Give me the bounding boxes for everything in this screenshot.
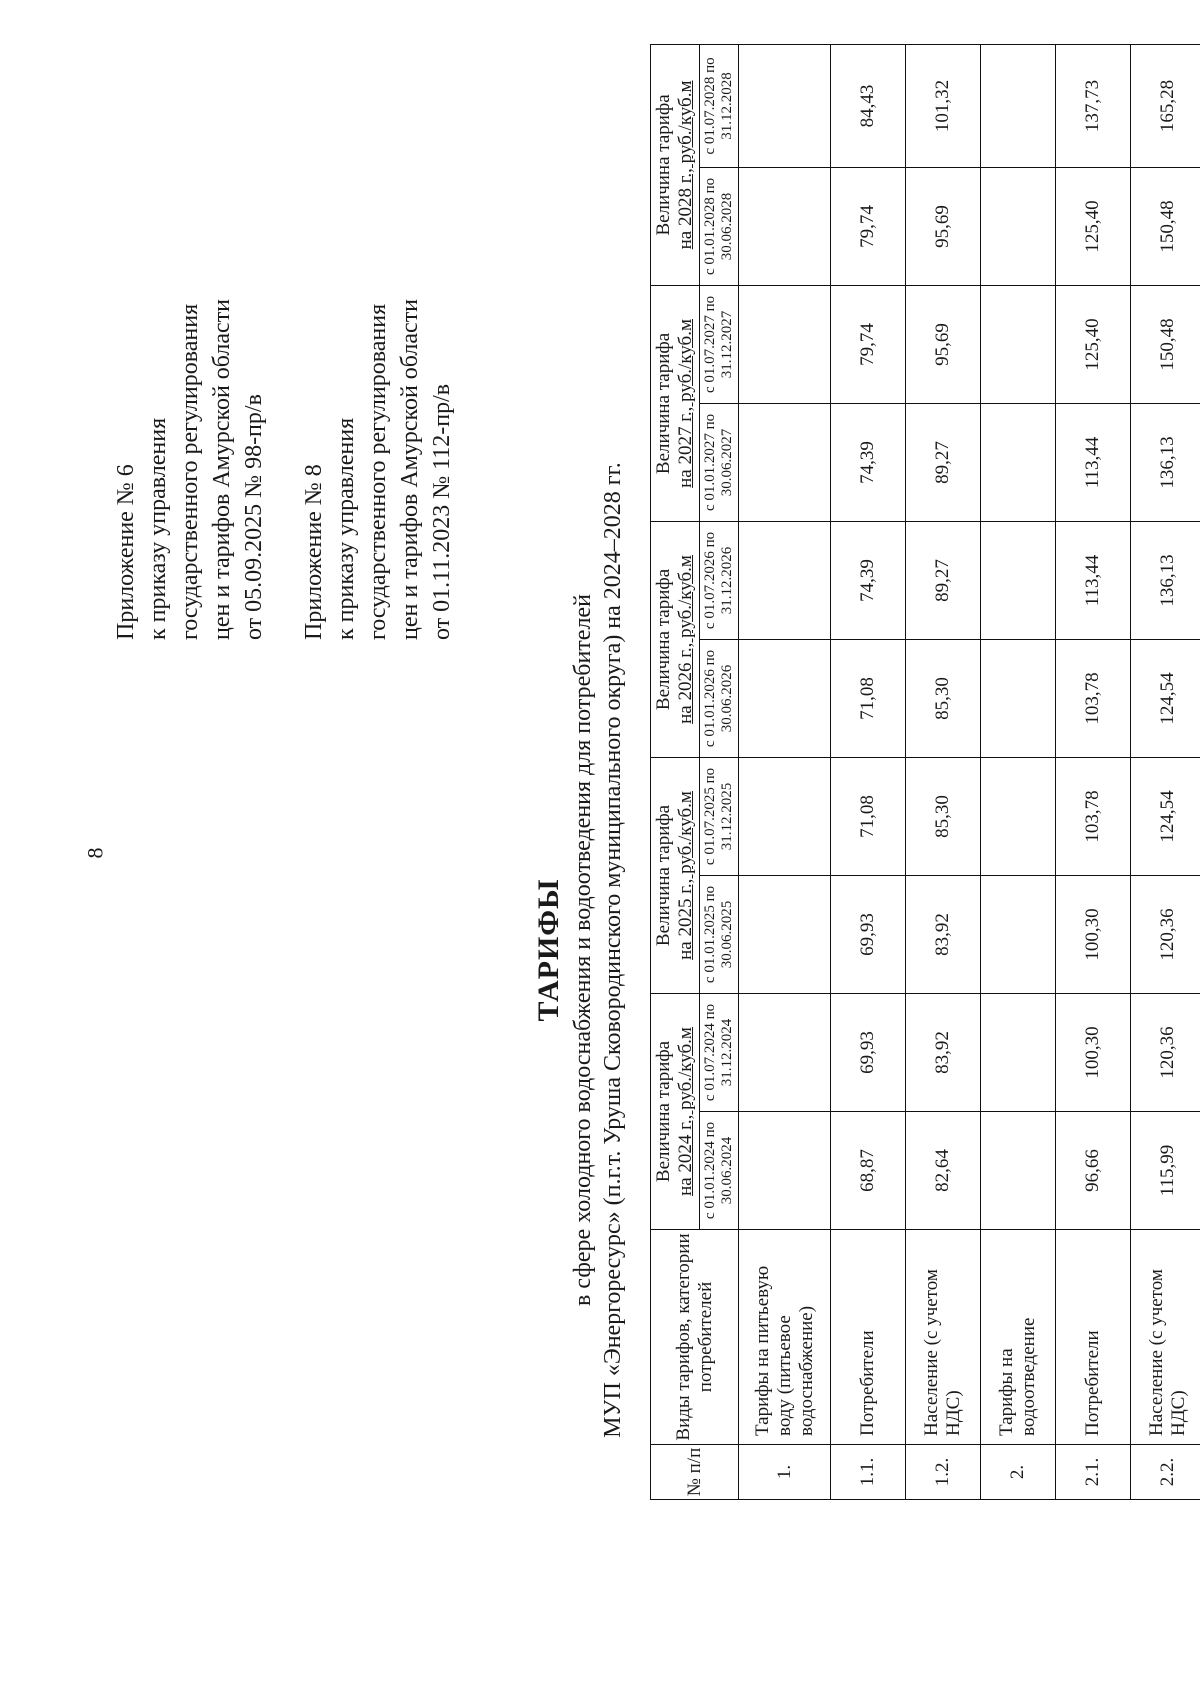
page-number: 8 [82,847,108,859]
tariff-value-cell [739,757,831,875]
tariff-value-cell: 100,30 [1056,875,1131,993]
tariff-value-cell: 96,66 [1056,1112,1131,1230]
year-header-2024 [651,993,700,1229]
tariff-value-cell: 83,92 [906,875,981,993]
row-number: 2.2. [1131,1445,1200,1500]
table-row [831,44,906,1499]
year-header-line: Величина тарифа [653,332,674,475]
row-number: 1.2. [906,1445,981,1500]
tariff-value-cell: 125,40 [1056,285,1131,403]
row-number: 1.1. [831,1445,906,1500]
tariff-value-cell: 113,44 [1056,403,1131,521]
tariff-value-cell: 69,93 [831,993,906,1111]
tariff-value-cell [981,521,1056,639]
tariff-value-cell: 101,32 [906,44,981,167]
header-row-years [651,44,700,1499]
appendix-line: цен и тарифов Амурской области [397,298,423,640]
tariff-value-cell [981,993,1056,1111]
year-header-2028 [651,44,700,285]
tariff-value-cell [981,285,1056,403]
tariff-value-cell [739,44,831,167]
appendix-8-header [298,299,458,640]
tariff-value-cell: 124,54 [1131,757,1200,875]
tariff-value-cell [739,1112,831,1230]
rotated-page-content [0,40,1189,1640]
tariff-value-cell [981,44,1056,167]
col-kind-header: Виды тарифов, категории потребителей [651,1230,739,1445]
row-category: Население (с учетом НДС) [1131,1230,1200,1445]
table-row [981,44,1056,1499]
tariff-value-cell: 125,40 [1056,167,1131,285]
tariff-table [650,44,1200,1500]
row-category: Тарифы на питьевую воду (питьевое водоснабжение) [739,1230,831,1445]
document-title: ТАРИФЫ [532,878,565,1022]
table-row [739,44,831,1499]
year-header-line: на 2028 г., руб./куб.м [675,80,696,250]
tariff-value-cell: 95,69 [906,167,981,285]
year-header-line: на 2025 г., руб./куб.м [675,791,696,960]
tariff-value-cell [981,875,1056,993]
table-row [906,44,981,1499]
appendix-line: государственного регулирования [365,303,391,640]
tariff-value-cell: 124,54 [1131,639,1200,757]
period-header: с 01.07.2028 по 31.12.2028 [700,44,739,167]
year-header-2025 [651,757,700,993]
tariff-value-cell: 100,30 [1056,993,1131,1111]
period-header: с 01.07.2026 по 31.12.2026 [700,521,739,639]
year-header-line: Величина тарифа [653,804,674,947]
tariff-value-cell: 95,69 [906,285,981,403]
document-subtitle: в сфере холодного водоснабжения и водоотведения для потребителей [570,594,596,1306]
tariff-value-cell [739,521,831,639]
tariff-value-cell: 79,74 [831,285,906,403]
appendix-line: государственного регулирования [177,303,203,640]
tariff-value-cell: 85,30 [906,757,981,875]
appendix-line: Приложение № 8 [301,464,327,640]
tariff-value-cell [739,875,831,993]
tariff-value-cell [981,167,1056,285]
tariff-value-cell: 71,08 [831,639,906,757]
tariff-value-cell: 120,36 [1131,875,1200,993]
period-header: с 01.01.2025 по 30.06.2025 [700,875,739,993]
tariff-value-cell: 150,48 [1131,167,1200,285]
tariff-value-cell: 89,27 [906,521,981,639]
tariff-value-cell: 79,74 [831,167,906,285]
row-category: Население (с учетом НДС) [906,1230,981,1445]
tariff-value-cell: 85,30 [906,639,981,757]
tariff-value-cell: 136,13 [1131,521,1200,639]
row-number: 2. [981,1445,1056,1500]
period-header: с 01.07.2027 по 31.12.2027 [700,285,739,403]
year-header-line: Величина тарифа [653,568,674,711]
appendix-line: Приложение № 6 [113,464,139,640]
table-row [1056,44,1131,1499]
tariff-value-cell: 74,39 [831,521,906,639]
tariff-value-cell: 120,36 [1131,993,1200,1111]
tariff-value-cell: 83,92 [906,993,981,1111]
tariff-value-cell: 103,78 [1056,639,1131,757]
year-header-line: Величина тарифа [653,94,674,236]
period-header: с 01.07.2025 по 31.12.2025 [700,757,739,875]
tariff-value-cell [981,403,1056,521]
row-number: 1. [739,1445,831,1500]
row-category: Потребители [831,1230,906,1445]
tariff-value-cell: 82,64 [906,1112,981,1230]
tariff-value-cell: 103,78 [1056,757,1131,875]
appendix-6-header [110,299,270,640]
tariff-value-cell: 68,87 [831,1112,906,1230]
period-header: с 01.01.2026 по 30.06.2026 [700,639,739,757]
tariff-value-cell [739,993,831,1111]
table-row [1131,44,1200,1499]
row-number: 2.1. [1056,1445,1131,1500]
tariff-value-cell: 89,27 [906,403,981,521]
appendix-line: к приказу управления [333,417,359,640]
year-header-line: на 2027 г., руб./куб.м [675,319,696,488]
tariff-value-cell [981,1112,1056,1230]
document-title-block [530,450,628,1450]
period-header: с 01.07.2024 по 31.12.2024 [700,993,739,1111]
col-num-header: № п/п [651,1445,739,1500]
appendix-line: цен и тарифов Амурской области [209,298,235,640]
tariff-value-cell [981,757,1056,875]
tariff-value-cell: 69,93 [831,875,906,993]
period-header: с 01.01.2028 по 30.06.2028 [700,167,739,285]
year-header-line: Величина тарифа [653,1040,674,1183]
tariff-value-cell: 71,08 [831,757,906,875]
tariff-value-cell: 74,39 [831,403,906,521]
period-header: с 01.01.2024 по 30.06.2024 [700,1112,739,1230]
tariff-value-cell [739,403,831,521]
tariff-value-cell [981,639,1056,757]
tariff-value-cell: 136,13 [1131,403,1200,521]
document-subtitle-org: МУП «Энергоресурс» (п.г.т. Уруша Сковородинского муниципального округа) на 2024–2028 гг. [600,462,626,1438]
appendix-line: от 05.09.2025 № 98-пр/в [241,394,267,640]
tariff-value-cell [739,285,831,403]
tariff-value-cell: 165,28 [1131,44,1200,167]
appendix-line: от 01.11.2023 № 112-пр/в [429,383,455,640]
row-category: Тарифы на водоотведение [981,1230,1056,1445]
tariff-value-cell: 150,48 [1131,285,1200,403]
tariff-value-cell: 137,73 [1056,44,1131,167]
tariff-value-cell: 115,99 [1131,1112,1200,1230]
appendix-line: к приказу управления [145,417,171,640]
tariff-value-cell [739,639,831,757]
tariff-table-body [739,44,1200,1499]
tariff-value-cell: 84,43 [831,44,906,167]
year-header-line: на 2026 г., руб./куб.м [675,555,696,724]
row-category: Потребители [1056,1230,1131,1445]
year-header-2026 [651,521,700,757]
tariff-value-cell: 113,44 [1056,521,1131,639]
period-header: с 01.01.2027 по 30.06.2027 [700,403,739,521]
year-header-line: на 2024 г., руб./куб.м [675,1027,696,1196]
year-header-2027 [651,285,700,521]
tariff-value-cell [739,167,831,285]
